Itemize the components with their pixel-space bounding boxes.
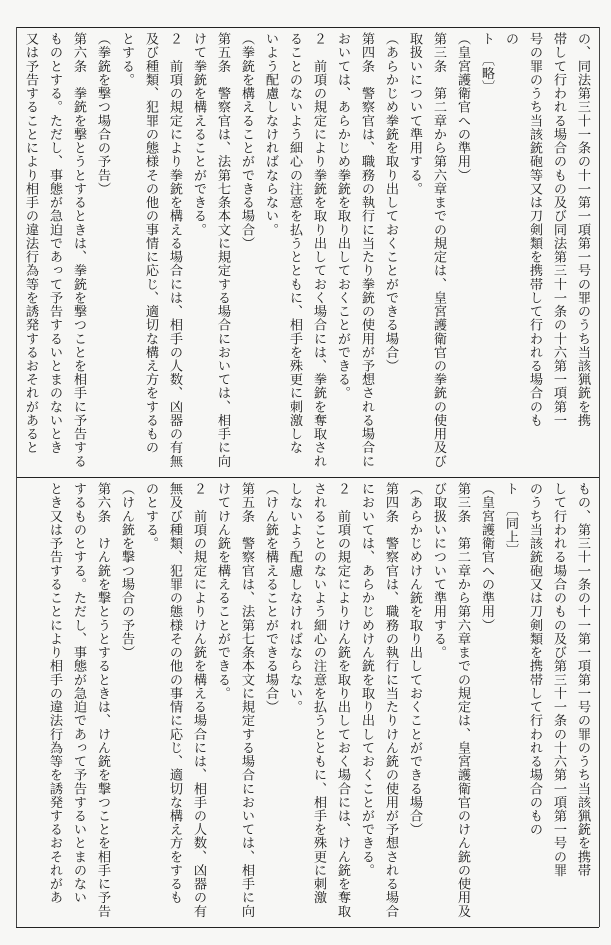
upper-column: おいては、あらかじめ拳銃を取り出しておくことができる。 <box>335 32 350 400</box>
upper-column: ることのないよう細心の注意を払うとともに、相手を殊更に刺激しな <box>287 32 302 455</box>
upper-text-panel <box>16 32 599 474</box>
lower-column: ト 〔同上〕 <box>503 482 518 558</box>
lower-column: び取扱いについて準用する。 <box>431 482 446 660</box>
top-rule <box>16 27 599 28</box>
lower-column: 第六条 けん銃を撃とうとするときは、けん銃を撃つことを相手に予告 <box>95 482 110 918</box>
upper-column: ものとする。ただし、事態が急迫であって予告するいとまのないとき <box>47 32 62 455</box>
upper-column: 第三条 第二章から第六章までの規定は、皇宮護衛官の拳銃の使用及び <box>431 32 446 468</box>
lower-text-panel <box>16 482 599 924</box>
upper-column: ト 〔略〕 <box>479 32 494 94</box>
upper-column: けて拳銃を構えることができる。 <box>191 32 206 237</box>
lower-column: ２ 前項の規定によりけん銃を取り出しておく場合には、けん銃を奪取 <box>335 482 350 918</box>
upper-column: の、同法第三十一条の十一第一項第一号の罪のうち当該猟銃を携 <box>575 32 590 427</box>
upper-column: （拳銃を構えることができる場合） <box>239 32 254 250</box>
lower-column: しないよう配慮しなければならない。 <box>287 482 302 714</box>
upper-column: 又は予告することにより相手の違法行為等を誘発するおそれがあると <box>23 32 38 455</box>
upper-column: 第六条 拳銃を撃とうとするときは、拳銃を撃つことを相手に予告する <box>71 32 86 468</box>
lower-column: するものとする。ただし、事態が急迫であって予告するいとまのない <box>71 482 86 905</box>
lower-column: 第三条 第二章から第六章までの規定は、皇宮護衛官のけん銃の使用及 <box>455 482 470 918</box>
lower-column: されることのないよう細心の注意を払うとともに、相手を殊更に刺激 <box>311 482 326 905</box>
upper-column: 帯して行われる場合のもの及び同法第三十一条の十六第一項第一 <box>551 32 566 427</box>
lower-column: とき又は予告することにより相手の違法行為等を誘発するおそれがあ <box>47 482 62 905</box>
middle-rule <box>16 477 599 478</box>
upper-column: いよう配慮しなければならない。 <box>263 32 278 237</box>
lower-right-border <box>599 477 600 927</box>
lower-column: （皇宮護衛官への準用） <box>479 482 494 632</box>
lower-column: 第四条 警察官は、職務の執行に当たりけん銃の使用が予想される場合 <box>383 482 398 918</box>
lower-column: のとする。 <box>143 482 158 551</box>
upper-right-border <box>599 27 600 477</box>
upper-column: 第五条 警察官は、法第七条本文に規定する場合においては、相手に向 <box>215 32 230 468</box>
lower-column: （けん銃を構えることができる場合） <box>263 482 278 714</box>
upper-column: ２ 前項の規定により拳銃を取り出しておく場合には、拳銃を奪取され <box>311 32 326 468</box>
lower-column: けてけん銃を構えることができる。 <box>215 482 230 700</box>
lower-column: 第五条 警察官は、法第七条本文に規定する場合においては、相手に向 <box>239 482 254 918</box>
lower-column: のうち当該銃砲又は刀剣類を携帯して行われる場合のもの <box>527 482 542 837</box>
lower-column: もの、第三十一条の十一第一項第一号の罪のうち当該猟銃を携帯 <box>575 482 590 877</box>
upper-column: 第四条 警察官は、職務の執行に当たり拳銃の使用が予想される場合に <box>359 32 374 468</box>
lower-column: して行われる場合のもの及び第三十一条の十六第一項第一号の罪 <box>551 482 566 877</box>
lower-column: （あらかじめけん銃を取り出しておくことができる場合） <box>407 482 422 837</box>
upper-column: （拳銃を撃つ場合の予告） <box>95 32 110 196</box>
upper-column: とする。 <box>119 32 134 87</box>
lower-column: 無及び種類、犯罪の態様その他の事情に応じ、適切な構え方をするも <box>167 482 182 905</box>
upper-column: （皇宮護衛官への準用） <box>455 32 470 182</box>
bottom-rule <box>16 927 599 928</box>
upper-column: 取扱いについて準用する。 <box>407 32 422 196</box>
upper-column: 及び種類、犯罪の態様その他の事情に応じ、適切な構え方をするもの <box>143 32 158 455</box>
lower-column: においては、あらかじめけん銃を取り出しておくことができる。 <box>359 482 374 877</box>
upper-column: ２ 前項の規定により拳銃を構える場合には、相手の人数、凶器の有無 <box>167 32 182 468</box>
lower-column: ２ 前項の規定によりけん銃を構える場合には、相手の人数、凶器の有 <box>191 482 206 918</box>
lower-column: （けん銃を撃つ場合の予告） <box>119 482 134 660</box>
upper-column: の <box>503 32 518 46</box>
upper-column: （あらかじめ拳銃を取り出しておくことができる場合） <box>383 32 398 373</box>
upper-column: 号の罪のうち当該銃砲等又は刀剣類を携帯して行われる場合のも <box>527 32 542 427</box>
